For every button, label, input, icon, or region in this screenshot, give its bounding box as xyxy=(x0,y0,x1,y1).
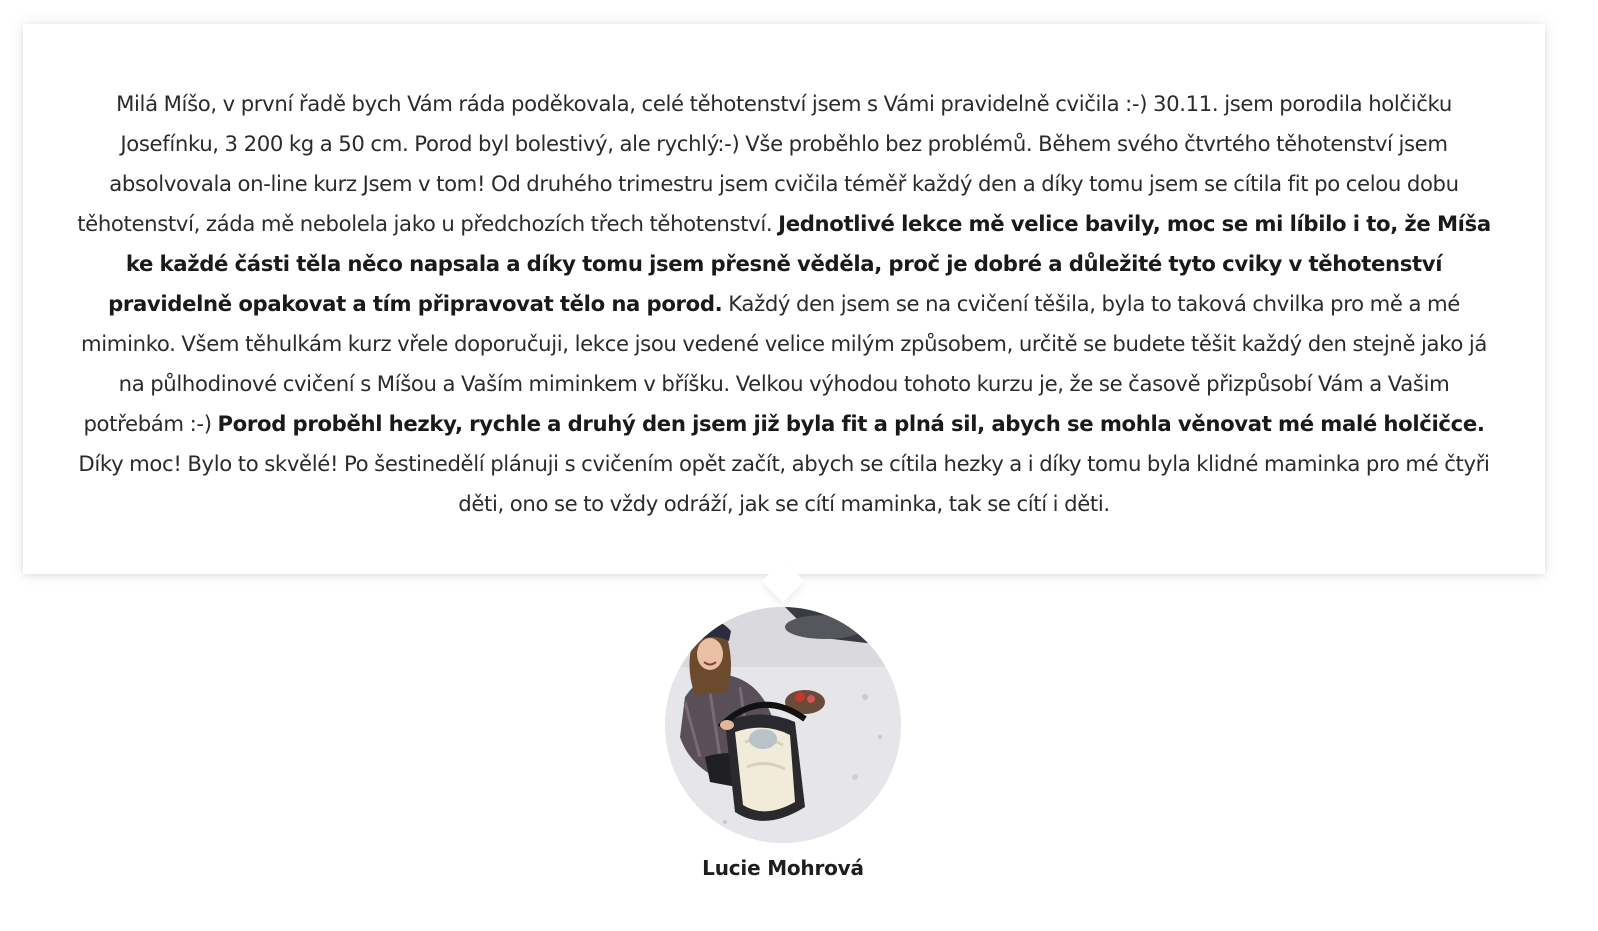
testimonial-text xyxy=(77,84,1491,524)
author-name: Lucie Mohrová xyxy=(702,856,864,880)
testimonial-highlight: Porod proběhl hezky, rychle a druhý den jsem již byla fit a plná sil, abych se mohla věnovat mé malé holčičce. xyxy=(217,411,1485,436)
testimonial-card xyxy=(23,24,1545,574)
author-avatar xyxy=(665,607,901,843)
testimonial-text-segment: Díky moc! Bylo to skvělé! Po šestinedělí plánuji s cvičením opět začít, abych se cítila hezky a i díky tomu byla klidné maminka pro mé čtyři děti, ono se to vždy odráží, jak se cítí maminka, tak se cítí i děti. xyxy=(78,451,1490,516)
testimonial-highlight: Jednotlivé lekce mě velice bavily, moc se mi líbilo i to, že Míša ke každé části těla něco napsala a díky tomu jsem přesně věděla, proč je dobré a důležité tyto cviky v těhotenství pravidelně opakovat a tím připravovat tělo na porod. xyxy=(108,211,1491,316)
testimonial-text-segment: Každý den jsem se na cvičení těšila, byla to taková chvilka pro mě a mé miminko. Všem těhulkám kurz vřele doporučuji, lekce jsou vedené velice milým způsobem, určitě se budete těšit každý den stejně jako já na půlhodinové cvičení s Míšou a Vaším miminkem v bříšku. Velkou výhodou tohoto kurzu je, že se časově přizpůsobí Vám a Vašim potřebám :-) xyxy=(80,291,1488,436)
testimonial-text-segment: Milá Míšo, v první řadě bych Vám ráda poděkovala, celé těhotenství jsem s Vámi pravidelně cvičila :-) 30.11. jsem porodila holčičku Josefínku, 3 200 kg a 50 cm. Porod byl bolestivý, ale rychlý:-) Vše proběhlo bez problémů. Během svého čtvrtého těhotenství jsem absolvovala on-line kurz Jsem v tom! Od druhého trimestru jsem cvičila téměř každý den a díky tomu jsem se cítila fit po celou dobu těhotenství, záda mě nebolela jako u předchozích třech těhotenství. xyxy=(77,91,1459,236)
author-photo xyxy=(665,607,901,843)
